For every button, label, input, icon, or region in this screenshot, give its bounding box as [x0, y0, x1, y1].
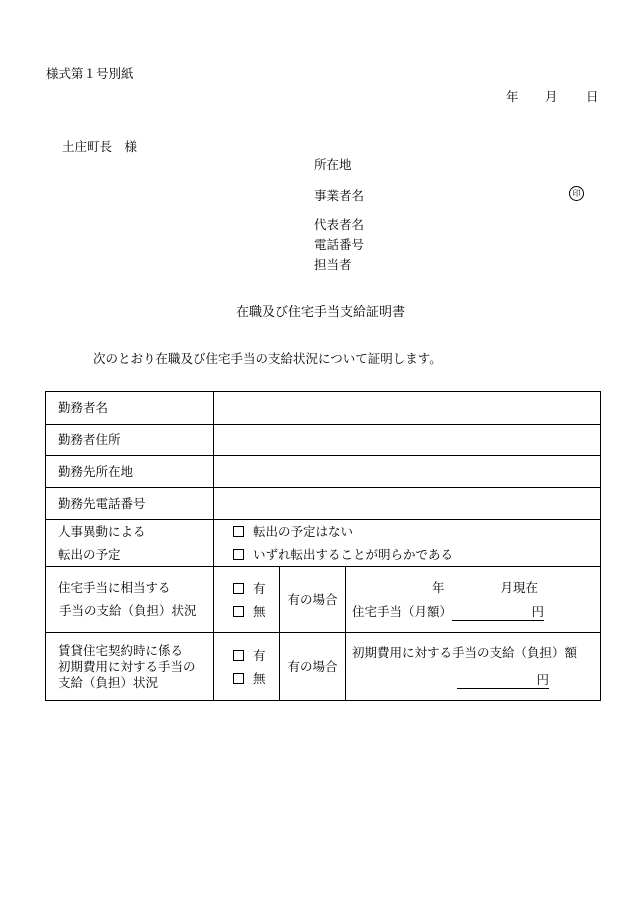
document-title: 在職及び住宅手当支給証明書 — [236, 305, 406, 320]
housing-option-no[interactable]: 無 — [233, 600, 279, 623]
checkbox-icon[interactable] — [233, 549, 244, 560]
lease-option-yes[interactable]: 有 — [233, 644, 279, 667]
employer-name-label: 事業者名 — [314, 188, 365, 203]
certificate-table — [45, 391, 601, 701]
form-number: 様式第１号別紙 — [46, 66, 134, 81]
seal-mark: 印 — [569, 186, 584, 201]
workplace-address-field[interactable] — [214, 456, 601, 488]
housing-if-yes: 有の場合 — [280, 567, 346, 633]
workplace-phone-field[interactable] — [214, 488, 601, 520]
transfer-option-none[interactable]: 転出の予定はない — [233, 520, 600, 543]
lease-detail — [346, 633, 601, 701]
intro-text: 次のとおり在職及び住宅手当の支給状況について証明します。 — [93, 351, 442, 366]
row-worker-name — [46, 392, 601, 425]
row-lease-allowance — [46, 633, 601, 701]
address-label: 所在地 — [314, 157, 352, 172]
housing-label — [46, 567, 214, 633]
row-workplace-address — [46, 456, 601, 488]
lease-label-line-3: 支給（負担）状況 — [58, 674, 159, 690]
row-workplace-phone — [46, 488, 601, 520]
lease-yes-no — [214, 633, 280, 701]
housing-label-line-1: 住宅手当に相当する — [58, 580, 171, 595]
initial-cost-field[interactable] — [457, 672, 549, 689]
date-month: 月 — [545, 89, 558, 104]
checkbox-icon[interactable] — [233, 606, 244, 617]
as-of-month: 月現在 — [500, 579, 539, 595]
lease-label-line-1: 賃貸住宅契約時に係る — [58, 642, 184, 658]
contact-label: 担当者 — [314, 257, 352, 272]
worker-name-label: 勤務者名 — [46, 392, 214, 425]
monthly-allowance-label: 住宅手当（月額） — [352, 603, 453, 619]
row-transfer — [46, 520, 601, 567]
initial-cost-label: 初期費用に対する手当の支給（負担）額 — [352, 644, 578, 660]
monthly-allowance-field[interactable] — [452, 604, 544, 621]
checkbox-icon[interactable] — [233, 673, 244, 684]
housing-yes-no — [214, 567, 280, 633]
worker-name-field[interactable] — [214, 392, 601, 425]
transfer-label-line-1: 人事異動による — [58, 524, 146, 539]
worker-address-field[interactable] — [214, 425, 601, 456]
lease-label — [46, 633, 214, 701]
as-of-date[interactable] — [352, 579, 600, 604]
row-housing-allowance — [46, 567, 601, 633]
checkbox-icon[interactable] — [233, 526, 244, 537]
checkbox-icon[interactable] — [233, 583, 244, 594]
workplace-phone-label: 勤務先電話番号 — [46, 488, 214, 520]
row-worker-address — [46, 425, 601, 456]
representative-label: 代表者名 — [314, 217, 365, 232]
phone-label: 電話番号 — [314, 237, 365, 252]
worker-address-label: 勤務者住所 — [46, 425, 214, 456]
initial-cost-line[interactable] — [352, 672, 600, 689]
housing-option-yes[interactable]: 有 — [233, 577, 279, 600]
workplace-address-label: 勤務先所在地 — [46, 456, 214, 488]
yen-unit: 円 — [536, 671, 549, 687]
lease-option-no[interactable]: 無 — [233, 667, 279, 690]
yen-unit: 円 — [531, 603, 545, 619]
checkbox-icon[interactable] — [233, 650, 244, 661]
lease-if-yes: 有の場合 — [280, 633, 346, 701]
transfer-label — [46, 520, 214, 567]
as-of-year: 年 — [432, 579, 445, 595]
monthly-allowance-line[interactable] — [352, 604, 600, 621]
housing-detail — [346, 567, 601, 633]
transfer-options — [214, 520, 601, 567]
lease-label-line-2: 初期費用に対する手当の — [58, 658, 196, 674]
date-day: 日 — [586, 89, 599, 104]
housing-label-line-2: 手当の支給（負担）状況 — [59, 603, 197, 618]
transfer-option-planned[interactable]: いずれ転出することが明らかである — [233, 543, 600, 566]
addressee: 土庄町長 様 — [62, 139, 138, 154]
date-year: 年 — [506, 89, 519, 104]
transfer-label-line-2: 転出の予定 — [58, 547, 121, 562]
